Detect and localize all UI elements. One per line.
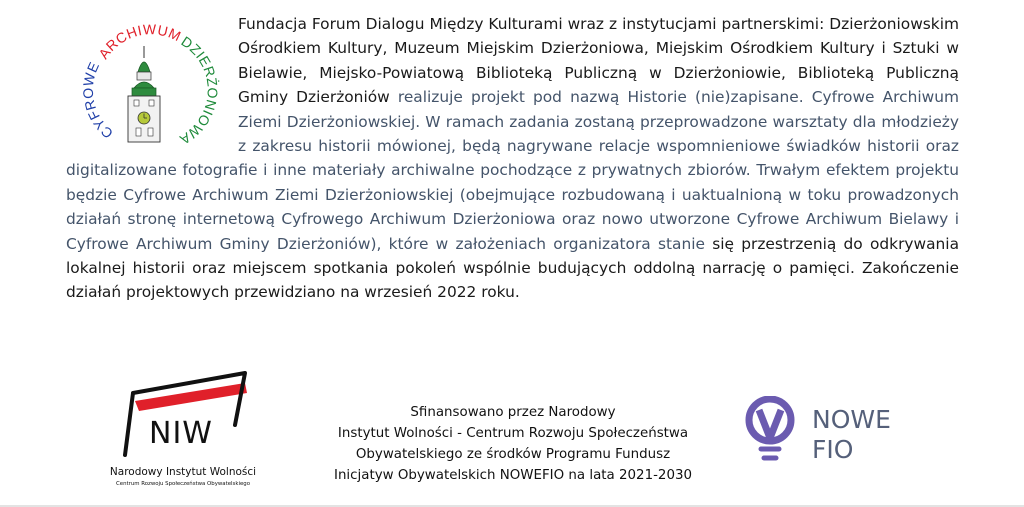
funding-note (288, 402, 738, 486)
funding-line-3: Obywatelskiego ze środków Programu Fundusz (355, 447, 671, 462)
niw-logo-name: Narodowy Instytut Wolności (109, 466, 257, 478)
funding-line-2: Instytut Wolności - Centrum Rozwoju Społeczeństwa (337, 426, 689, 441)
nowe-fio-line-2: FIO (812, 435, 854, 464)
lightbulb-icon (749, 399, 791, 458)
niw-logo-mark: NIW (149, 416, 213, 451)
nowe-fio-logo (744, 396, 924, 466)
archiwum-logo-top-text: ARCHIWUM (95, 21, 184, 62)
project-description-part-3: się przestrzenią do odkrywania lokalnej historii oraz miejscem spotkania pokoleń wspólnie budujących oddolną narrację o pamięci. Zakończenie działań projektowych przewidziano na wrzesień 2022 roku. (66, 234, 959, 302)
niw-logo-subtitle: Centrum Rozwoju Społeczeństwa Obywatelskiego (116, 481, 250, 487)
funding-line-1: Sfinansowano przez Narodowy (410, 405, 616, 420)
logo-text-wrap-space (66, 12, 238, 158)
niw-flag-red-stroke (135, 383, 247, 411)
archiwum-logo-left-text: CYFROWE (79, 59, 116, 142)
project-description-part-1: Fundacja Forum Dialogu Między Kulturami wraz z instytucjami partnerskimi: Dzierżoniowskim Ośrodkiem Kultury, Muzeum Miejskim Dzierżoniowa, Miejskim Ośrodkiem Kultury i Sztuki w Bielawie, Miejsko-Powiatową Biblioteką Publiczną w Dzierżoniowie, Biblioteką Publiczną Gminy Dzierżoniów (238, 15, 959, 107)
project-description-part-2: realizuje projekt pod nazwą Historie (nie)zapisane. Cyfrowe Archiwum Ziemi Dzierżoniowskiej. W ramach zadania zostaną przeprowadzone warsztaty dla młodzieży z zakresu historii mówionej, będą nagrywane relacje wspomnieniowe świadków historii oraz digitalizowane fotografie i inne materiały archiwalne pochodzące z prywatnych zbiorów. Trwałym efektem projektu będzie Cyfrowe Archiwum Ziemi Dzierżoniowskiej (obejmujące rozbudowaną i uaktualnioną w toku prowadzonych działań stronę internetową Cyfrowego Archiwum Dzierżoniowa oraz nowo utworzone Cyfrowe Archiwum Bielawy i Cyfrowe Archiwum Gminy Dzierżoniów), które w założeniach organizatora stanie (66, 88, 959, 253)
funding-line-4: Inicjatyw Obywatelskich NOWEFIO na lata 2021-2030 (334, 468, 692, 483)
archiwum-logo-right-text: DZIERŻONIOWA (176, 32, 221, 149)
niw-logo (95, 363, 270, 493)
nowe-fio-line-1: NOWE (812, 405, 891, 434)
project-description (66, 12, 959, 305)
